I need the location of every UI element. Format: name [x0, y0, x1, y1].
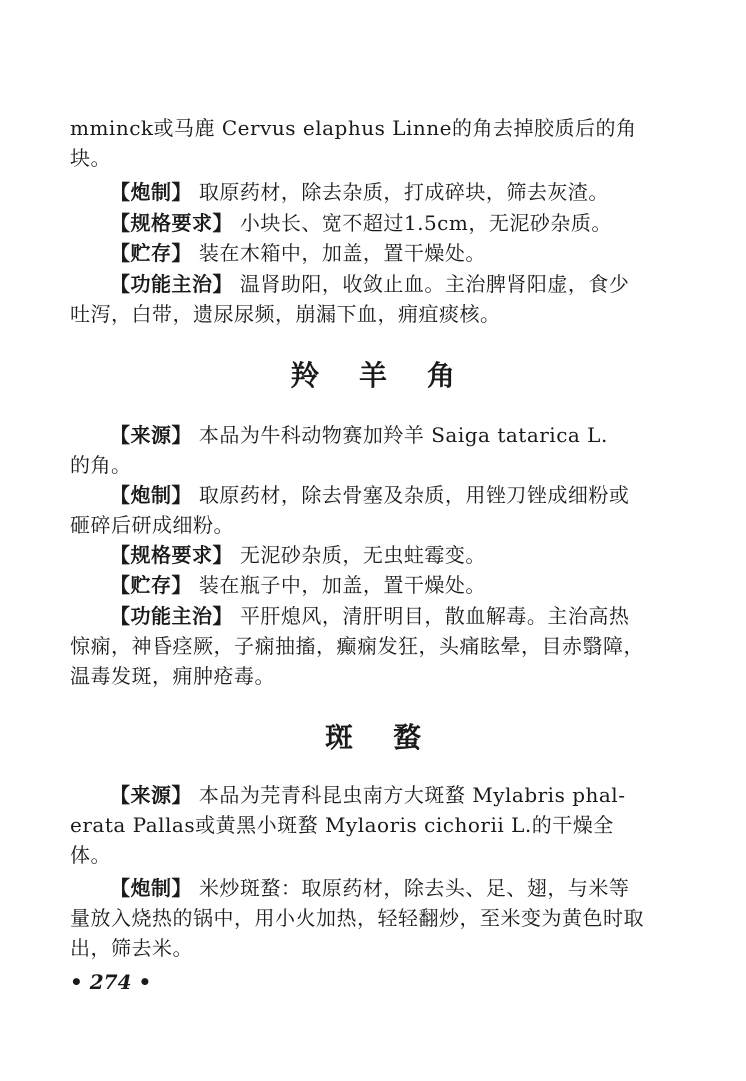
bm-processing-row	[110, 873, 650, 903]
source-label: 【来源】	[110, 783, 192, 807]
source-text: 本品为牛科动物赛加羚羊 Saiga tatarica L.	[198, 423, 608, 447]
bm-source-row	[110, 780, 650, 810]
lyj-source-row	[110, 420, 650, 450]
prev-source-line-2: 块。	[70, 146, 111, 170]
lyj-source-line-2: 的角。	[70, 453, 132, 477]
lyj-processing-line-2: 砸碎后研成细粉。	[70, 513, 234, 537]
processing-text: 米炒斑蝥：取原药材，除去头、足、翅，与米等	[198, 876, 630, 900]
lyj-function-line-2: 惊痫，神昏痉厥，子痫抽搐，癫痫发狂，头痛眩晕，目赤翳障，	[70, 634, 644, 658]
processing-label: 【炮制】	[110, 483, 192, 507]
lyj-function-line-3: 温毒发斑，痈肿疮毒。	[70, 664, 275, 688]
spec-label: 【规格要求】	[110, 543, 233, 567]
prev-source-line-1: mminck或马鹿 Cervus elaphus Linne的角去掉胶质后的角	[70, 116, 637, 140]
page-number: • 274 •	[70, 970, 152, 994]
spec-text: 无泥砂杂质，无虫蛀霉变。	[239, 543, 486, 567]
function-text: 平肝熄风，清肝明目，散血解毒。主治高热	[239, 604, 630, 628]
bm-source-line-2: erata Pallas或黄黑小斑蝥 Mylaoris cichorii L.的干燥全	[70, 813, 614, 837]
processing-label: 【炮制】	[110, 876, 192, 900]
processing-text: 取原药材，除去骨塞及杂质，用锉刀锉成细粉或	[198, 483, 630, 507]
function-label: 【功能主治】	[110, 604, 233, 628]
prev-processing-row	[110, 177, 650, 207]
bm-source-line-3: 体。	[70, 843, 111, 867]
function-text: 温肾助阳，收敛止血。主治脾肾阳虚，食少	[239, 272, 630, 296]
bm-processing-line-2: 量放入烧热的锅中，用小火加热，轻轻翻炒，至米变为黄色时取	[70, 906, 644, 930]
lyj-storage-row	[110, 570, 650, 600]
prev-function-row	[110, 269, 650, 299]
function-label: 【功能主治】	[110, 272, 233, 296]
prev-function-line-2: 吐泻，白带，遗尿尿频，崩漏下血，痈疽痰核。	[70, 302, 501, 326]
source-label: 【来源】	[110, 423, 192, 447]
storage-label: 【贮存】	[110, 241, 192, 265]
bm-processing-line-3: 出，筛去米。	[70, 936, 193, 960]
spec-text: 小块长、宽不超过1.5cm，无泥砂杂质。	[239, 211, 612, 235]
prev-storage-row	[110, 238, 650, 268]
prev-spec-row	[110, 208, 650, 238]
storage-label: 【贮存】	[110, 573, 192, 597]
storage-text: 装在木箱中，加盖，置干燥处。	[198, 241, 486, 265]
section-title-lingyangjiao: 羚羊角	[290, 359, 495, 392]
source-text: 本品为芫青科昆虫南方大斑蝥 Mylabris phal-	[198, 783, 626, 807]
lyj-spec-row	[110, 540, 650, 570]
lyj-function-row	[110, 601, 650, 631]
lyj-processing-row	[110, 480, 650, 510]
section-title-banmao: 斑蝥	[324, 721, 461, 754]
spec-label: 【规格要求】	[110, 211, 233, 235]
processing-text: 取原药材，除去杂质，打成碎块，筛去灰渣。	[198, 180, 609, 204]
processing-label: 【炮制】	[110, 180, 192, 204]
storage-text: 装在瓶子中，加盖，置干燥处。	[198, 573, 486, 597]
